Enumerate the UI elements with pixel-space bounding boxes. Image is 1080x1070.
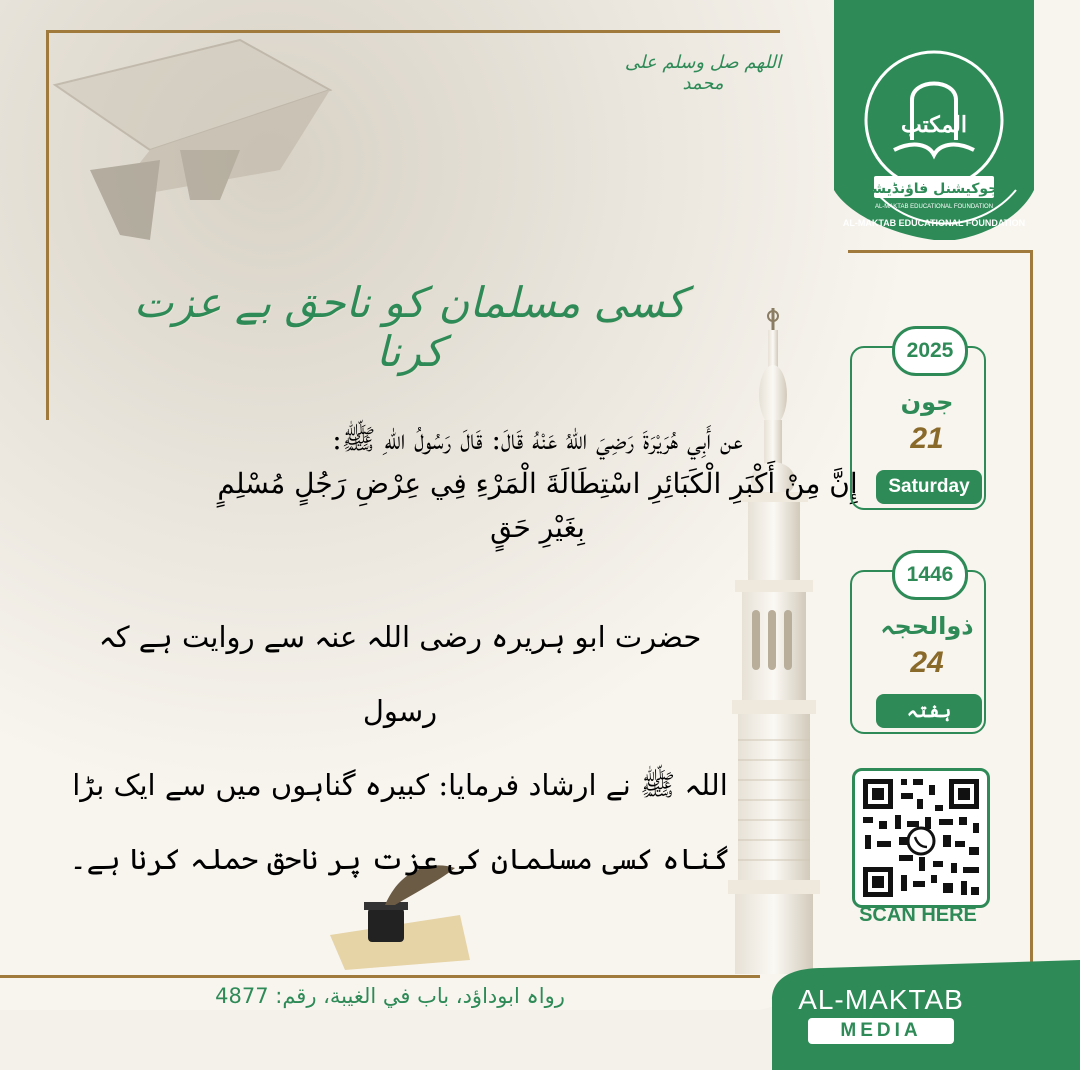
whatsapp-icon	[908, 828, 934, 854]
frame-bottom-border	[0, 975, 760, 978]
media-subtitle: MEDIA	[808, 1018, 954, 1044]
foundation-logo	[834, 0, 1034, 240]
arabic-line-3: بِغَيْرِ حَقٍ	[490, 511, 585, 544]
darud-calligraphy: اللھم صل وسلم علی محمد	[624, 52, 782, 94]
hijri-month: ذوالحجہ	[880, 612, 974, 640]
urdu-line-3: گناہ کسی مسلمان کی عزت پر ناحق حملہ کرنا ہے۔	[69, 842, 731, 876]
arabic-line-2: إِنَّ مِنْ أَكْبَرِ الْكَبَائِرِ اسْتِطَالَةَ الْمَرْءِ فِي عِرْضِ رَجُلٍ مُسْلِمٍ	[217, 467, 858, 500]
urdu-line-2: اللہ ﷺ نے ارشاد فرمایا: کبیرہ گناہوں میں سے ایک بڑا	[72, 768, 728, 802]
logo-small-name: AL-MAKTAB EDUCATIONAL FOUNDATION	[874, 204, 994, 210]
media-title: AL-MAKTAB	[798, 984, 964, 1015]
frame-right-top-border	[848, 250, 1033, 253]
arabic-line-1: عن أَبِي هُرَيْرَةَ رَضِيَ اللهُ عَنْهُ قَالَ: قَالَ رَسُولُ اللهِ ﷺ:	[332, 423, 743, 456]
gregorian-weekday: Saturday	[876, 470, 982, 504]
hadith-reference: رواہ ابوداؤد، باب في الغيبة، رقم: 4877	[215, 984, 565, 1008]
logo-urdu-name: ایجوکیشنل فاؤنڈیشن	[859, 181, 1009, 197]
qr-code-image	[855, 771, 987, 905]
gregorian-day: 21	[910, 422, 944, 455]
frame-right-border	[1030, 250, 1033, 970]
gregorian-month: جون	[900, 388, 954, 416]
hijri-day: 24	[910, 646, 944, 679]
urdu-line-1: حضرت ابو ہریرہ رضی اللہ عنہ سے روایت ہے کہ رسول	[98, 620, 702, 728]
hijri-year: 1446	[892, 550, 968, 600]
logo-mark-text: المكتب	[901, 112, 967, 138]
hijri-weekday: ہفتہ	[876, 694, 982, 728]
frame-left-border	[46, 30, 49, 420]
gregorian-year: 2025	[892, 326, 968, 376]
urdu-translation	[60, 600, 740, 896]
qr-code[interactable]	[852, 768, 990, 908]
frame-top-border	[46, 30, 780, 33]
page-title: کسی مسلمان کو ناحق بے عزت کرنا	[133, 278, 687, 376]
scan-here-label: SCAN HERE	[859, 904, 977, 926]
logo-arc-name: AL-MAKTAB EDUCATIONAL FOUNDATION	[842, 218, 1026, 228]
